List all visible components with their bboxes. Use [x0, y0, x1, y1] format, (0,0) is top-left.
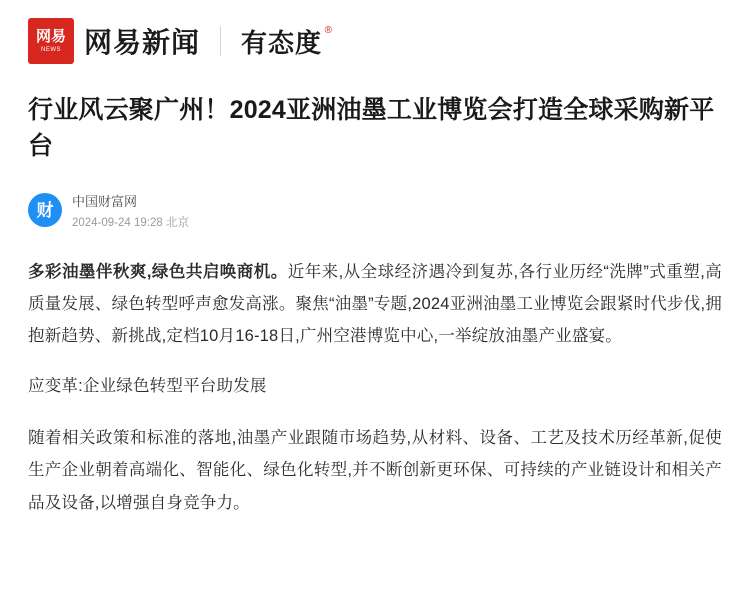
logo-mark-en: NEWS [41, 47, 61, 53]
slogan-text: 有态度 [241, 27, 323, 58]
byline [28, 191, 722, 230]
header-divider [220, 26, 221, 56]
article [0, 74, 750, 519]
registered-mark-icon: ® [324, 24, 334, 36]
source-name[interactable]: 中国财富网 [72, 193, 138, 209]
paragraph-text: 应变革:企业绿色转型平台助发展 [28, 377, 267, 396]
paragraph [28, 256, 722, 353]
logo-mark-cn: 网易 [35, 28, 66, 45]
avatar-glyph: 财 [36, 200, 54, 220]
byline-text [72, 191, 189, 230]
paragraph [28, 370, 722, 402]
timestamp: 2024-09-24 19:28 北京 [72, 216, 189, 229]
article-body [28, 256, 722, 519]
site-header [0, 0, 750, 74]
slogan [241, 23, 334, 60]
avatar[interactable] [28, 193, 62, 227]
netease-logo[interactable] [28, 18, 200, 64]
logo-wordmark: 网易新闻 [84, 27, 201, 58]
paragraph-lead: 多彩油墨伴秋爽,绿色共启唤商机。 [28, 262, 288, 281]
paragraph [28, 422, 722, 519]
paragraph-text: 随着相关政策和标准的落地,油墨产业跟随市场趋势,从材料、设备、工艺及技术历经革新,促使生产企业朝着高端化、智能化、绿色化转型,并不断创新更环保、可持续的产业链设计和相关产品及设备,以增强自身竞争力。 [28, 429, 722, 512]
paragraph-text: 近年来,从全球经济遇冷到复苏,各行业历经“洗牌”式重塑,高质量发展、绿色转型呼声愈发高涨。聚焦“油墨”专题,2024亚洲油墨工业博览会跟紧时代步伐,拥抱新趋势、新挑战,定档10月16-18日,广州空港博览中心,一举绽放油墨产业盛宴。 [28, 262, 722, 345]
netease-logo-mark [28, 18, 74, 64]
page-title: 行业风云聚广州！2024亚洲油墨工业博览会打造全球采购新平台 [28, 96, 715, 161]
